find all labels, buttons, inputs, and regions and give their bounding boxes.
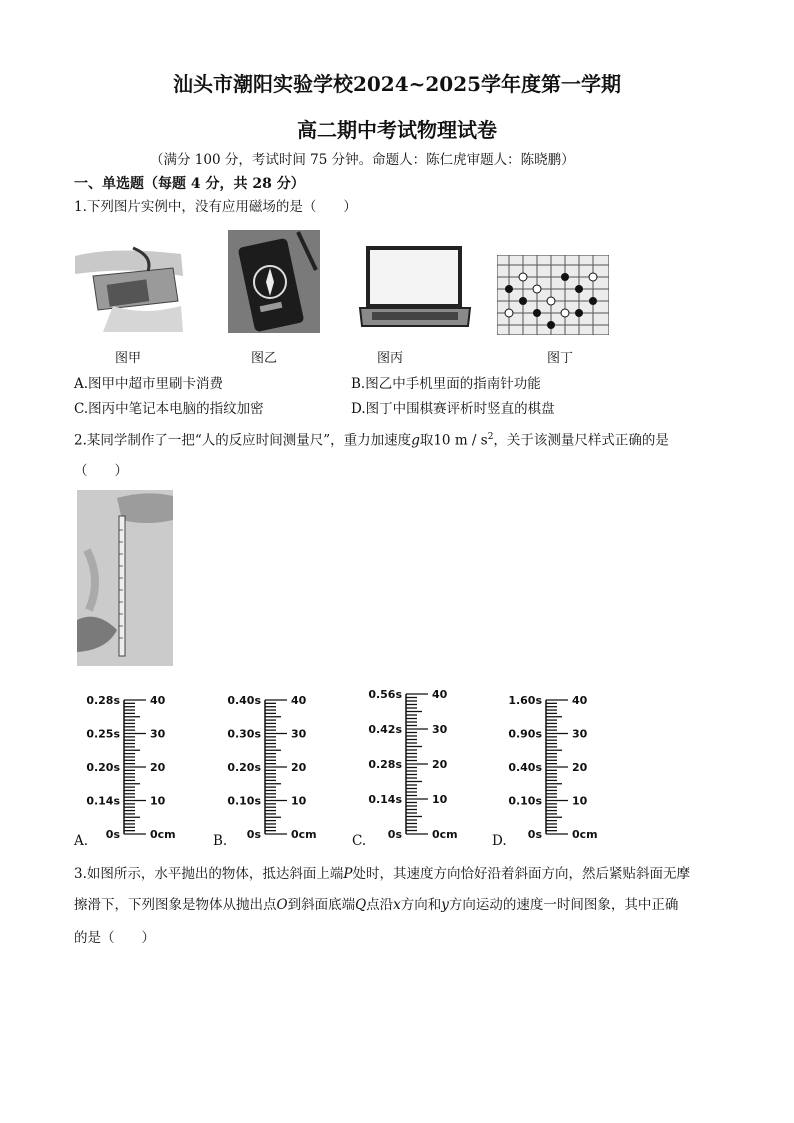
q2-stem-value: 10 m / s (433, 432, 488, 449)
ruler-time-label: 0.40s (508, 761, 542, 774)
q1-caption-jia: 图甲 (114, 351, 141, 366)
q1-image-ding (497, 255, 609, 335)
ruler-length-label: 10 (150, 794, 166, 808)
ruler-length-label: 10 (572, 794, 588, 808)
ruler-length-label: 0cm (150, 828, 176, 841)
title-line-1: 汕头市潮阳实验学校2024~2025学年度第一学期 (172, 72, 622, 96)
ruler-length-label: 10 (291, 794, 307, 808)
q3-line-2 (74, 896, 678, 914)
q1-image-bing (358, 246, 473, 332)
ruler-time-label: 0.14s (368, 793, 402, 806)
ruler-length-label: 20 (432, 758, 448, 771)
q3-point-q: Q (355, 897, 367, 913)
ruler-time-label: 0.10s (508, 794, 542, 808)
ruler-length-label: 40 (291, 694, 307, 707)
q1-image-yi (228, 230, 320, 333)
q2-stem (74, 428, 669, 450)
q3-axis-y: y (441, 897, 449, 913)
q2-stem-tail: ，关于该测量尺样式正确的是 (493, 432, 669, 449)
q1-option-a: A.图甲中超市里刷卡消费 (74, 376, 224, 392)
ruler-length-label: 10 (432, 793, 448, 806)
ruler-time-label: 0.28s (368, 758, 402, 771)
ruler-time-label: 0.20s (227, 761, 261, 774)
q2-option-a: A. (74, 833, 89, 849)
ruler-length-label: 30 (150, 727, 166, 741)
ruler-length-label: 30 (572, 727, 588, 741)
q3-line-3: 的是（ ） (74, 930, 155, 946)
q3-text-1: 3.如图所示，水平抛出的物体，抵达斜面上端 (74, 866, 344, 882)
ruler-time-label: 0.28s (86, 694, 120, 707)
q3-text-2d: 方向和 (400, 897, 442, 913)
q1-caption-bing: 图丙 (376, 351, 403, 366)
q3-text-2e: 方向运动的速度一时间图象，其中正确 (448, 897, 679, 913)
ruler-time-label: 0.25s (86, 727, 120, 741)
q1-stem: 1.下列图片实例中，没有应用磁场的是（ ） (74, 199, 357, 215)
q3-point-p: P (343, 866, 353, 882)
ruler-length-label: 30 (291, 727, 307, 741)
q3-text-1b: 处时，其速度方向恰好沿着斜面方向，然后紧贴斜面无摩 (352, 866, 690, 882)
title-line-2: 高二期中考试物理试卷 (297, 118, 497, 142)
ruler-length-label: 20 (572, 761, 588, 774)
q2-option-d: D. (492, 833, 507, 849)
ruler-time-label: 0s (387, 828, 402, 841)
ruler-length-label: 40 (572, 694, 588, 707)
q1-image-jia (73, 246, 185, 332)
q1-option-b: B.图乙中手机里面的指南针功能 (351, 376, 541, 392)
ruler-time-label: 0.90s (508, 727, 542, 741)
ruler-time-label: 1.60s (508, 694, 542, 707)
ruler-time-label: 0.40s (227, 694, 261, 707)
q2-ruler-a (72, 690, 192, 846)
q2-ruler-c (354, 684, 474, 846)
ruler-length-label: 30 (432, 723, 448, 736)
ruler-time-label: 0.10s (227, 794, 261, 808)
ruler-length-label: 20 (291, 761, 307, 774)
q3-text-2b: 到斜面底端 (287, 897, 356, 913)
q2-blank: （ ） (74, 463, 128, 479)
q3-axis-x: x (393, 897, 401, 913)
ruler-time-label: 0.42s (368, 723, 402, 736)
section-heading: 一、单选题（每题 4 分，共 28 分） (74, 176, 305, 192)
q2-ruler-d (494, 690, 614, 846)
ruler-time-label: 0.14s (86, 794, 120, 808)
q3-text-2c: 点沿 (366, 897, 394, 913)
ruler-time-label: 0s (527, 828, 542, 841)
ruler-length-label: 20 (150, 761, 166, 774)
q2-option-c: C. (352, 833, 367, 849)
q1-option-d: D.图丁中围棋赛评析时竖直的棋盘 (351, 401, 555, 417)
q3-line-1 (74, 865, 690, 883)
q3-point-o: O (276, 897, 288, 913)
ruler-time-label: 0s (105, 828, 120, 841)
exam-info: （满分 100 分，考试时间 75 分钟。命题人：陈仁虎审题人：陈晓鹏） (150, 152, 575, 168)
ruler-length-label: 0cm (572, 828, 598, 841)
q1-caption-yi: 图乙 (250, 351, 277, 366)
ruler-length-label: 40 (150, 694, 166, 707)
q2-stem-mid: 取 (419, 432, 434, 449)
ruler-length-label: 40 (432, 688, 448, 701)
q2-ruler-b (213, 690, 333, 846)
q1-caption-ding: 图丁 (546, 351, 573, 366)
q1-option-c: C.图丙中笔记本电脑的指纹加密 (74, 401, 264, 417)
ruler-length-label: 0cm (291, 828, 317, 841)
q2-stem-sup: 2 (487, 432, 494, 442)
q2-stem-g: g (411, 432, 420, 449)
q3-text-2a: 擦滑下，下列图象是物体从抛出点 (74, 897, 277, 913)
q2-photo (77, 490, 173, 666)
ruler-time-label: 0s (246, 828, 261, 841)
ruler-length-label: 0cm (432, 828, 458, 841)
ruler-time-label: 0.30s (227, 727, 261, 741)
ruler-time-label: 0.20s (86, 761, 120, 774)
q2-option-b: B. (213, 833, 228, 849)
ruler-time-label: 0.56s (368, 688, 402, 701)
q2-stem-text: 2.某同学制作了一把“人的反应时间测量尺”，重力加速度 (74, 432, 412, 449)
